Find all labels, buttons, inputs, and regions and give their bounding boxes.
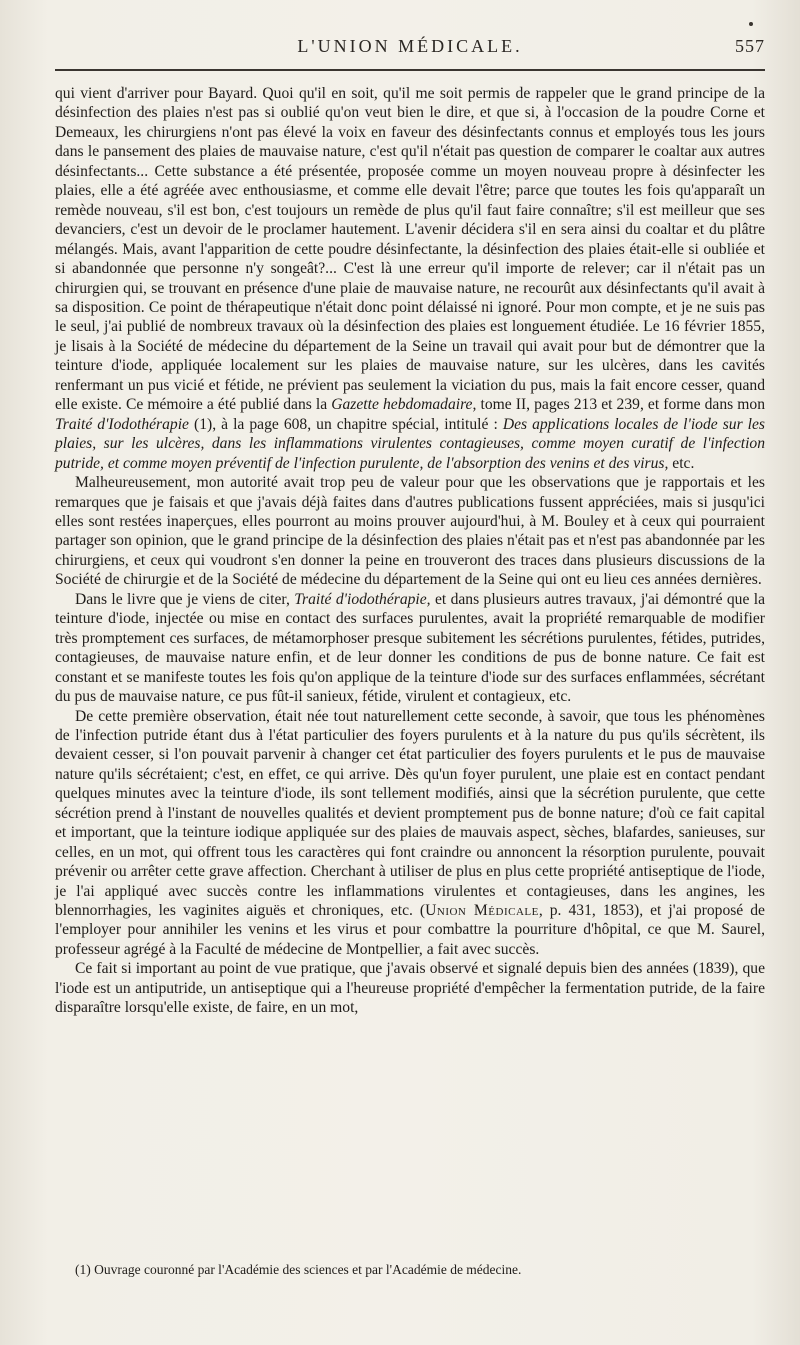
paragraph-3-text-a: Dans le livre que je viens de citer, [75,590,295,608]
article-body [55,84,765,1018]
ink-speck [749,22,753,26]
paragraph-1-text-b: tome II, pages 213 et 239, et forme dans mon [476,396,765,414]
chapter-title: Des applications locales de l'iode sur les plaies, sur les ulcères, dans les inflammations virulentes contagieuses, comme moyen curatif de l'infection putride, et comme moyen préventif de l'infection purulente, de l'absorption des venins et des virus, [55,415,765,472]
page-number: 557 [735,36,765,56]
paragraph-3-text-b: et dans plusieurs autres travaux, j'ai démontré que la teinture d'iode, injectée ou mise en contact des surfaces purulentes, avait la propriété remarquable de modifier très promptement ces surfaces, de métamorphoser presque subitement les sécrétions purulentes, fétides, putrides, contagieuses, de mauvaise nature enfin, et de leur donner les conditions de pus de bonne nature. Ce fait est constant et se manifeste toutes les fois qu'on applique de la teinture d'iode sur des surfaces enflammées, sécrétant du pus de mauvaise nature, ce pus fût-il sanieux, fétide, virulent et contagieux, etc. [55,590,765,706]
header-rule [55,69,765,71]
journal-title: L'UNION MÉDICALE. [297,36,523,56]
footnote: (1) Ouvrage couronné par l'Académie des sciences et par l'Académie de médecine. [75,1262,522,1277]
gazette-title: Gazette hebdomadaire, [331,396,477,414]
paragraph-4-text-b: , p. 431, 1853), et j'ai proposé de l'employer pour annihiler les venins et les virus et pour combattre la pourriture d'hôpital, ce que M. Saurel, professeur agrégé à la Faculté de médecine de Montpellier, a fait avec succès. [55,902,765,958]
paragraph-1-text-c: (1), à la page 608, un chapitre spécial, intitulé : [188,415,503,433]
paragraph-5: Ce fait si important au point de vue pratique, que j'avais observé et signalé depuis bien des années (1839), que l'iode est un antiputride, un antiseptique qui a l'heureuse propriété d'empêcher la fermentation putride, de la faire disparaître lorsqu'elle existe, de faire, en un mot, [55,960,765,1017]
paragraph-2: Malheureusement, mon autorité avait trop peu de valeur pour que les observations que je rapportais et les remarques que je faisais et que j'avais déjà faites dans d'autres publications fussent appréciées, mais si jusqu'ici elles sont restées inaperçues, elles pourront au moins prouver aujourd'hui, à M. Bouley et à ceux qui pourraient partager son opinion, que le grand principe de la désinfection des plaies n'était pas et n'est pas abandonnée par les chirurgiens, et ceux qui voudront s'en donner la peine en trouveront des traces dans plusieurs discussions de la Société de chirurgie et de la Société de médecine du département de la Seine qui ont eu lieu ces années dernières. [55,474,765,589]
paragraph-1-text-d: etc. [668,454,695,472]
book-title-reference: Traité d'iodothérapie, [294,590,431,608]
journal-citation: Union Médicale [425,902,539,920]
running-head [55,36,765,62]
paragraph-1-text-a: qui vient d'arriver pour Bayard. Quoi qu'il en soit, qu'il me soit permis de rappeler que le grand principe de la désinfection des plaies n'est pas si oublié qu'on veut bien le dire, et que si, à l'occasion de la poudre Corne et Demeaux, les chirurgiens n'ont pas élevé la voix en faveur des désinfectants connus et employés tous les jours dans le pansement des plaies de mauvaise nature, c'est qu'il n'était pas question de comparer le coaltar aux autres désinfectants... Cette substance a été présentée, proposée comme un moyen nouveau propre à désinfecter les plaies, elle a été agréée avec enthousiasme, et comme elle devait l'être; parce que toutes les fois qu'apparaît un remède nouveau, s'il est bon, c'est toujours un remède de plus qu'il faut faire connaître; s'il est meilleur que ses devanciers, c'est un devoir de le proclamer hautement. L'avenir décidera s'il en sera ainsi du coaltar et du plâtre mélangés. Mais, avant l'apparition de cette poudre désinfectante, la désinfection des plaies était-elle si oubliée et si abandonnée que personne n'y songeât?... C'est là une erreur qu'il importe de relever; car il n'était pas un chirurgien qui, se trouvant en présence d'une plaie de mauvaise nature, ne recourût aux désinfectants qu'il avait à sa disposition. Ce point de thérapeutique n'était donc point délaissé ni ignoré. Pour mon compte, et je ne suis pas le seul, j'ai publié de nombreux travaux où la désinfection des plaies est longuement étudiée. Le 16 février 1855, je lisais à la Société de médecine du département de la Seine un travail qui avait pour but de démontrer que la teinture d'iode, appliquée localement sur les plaies de mauvaise nature, sur les ulcères, dans les cavités renfermant un pus vicié et fétide, ne prévient pas seulement la viciation du pus, mais la fait encore cesser, quand elle existe. Ce mémoire a été publié dans la [55,85,765,414]
paragraph-1 [55,84,765,473]
paragraph-4-text-a: De cette première observation, était née tout naturellement cette seconde, à savoir, que tous les phénomènes de l'infection putride étant dus à l'état particulier des foyers purulents et à la nature du pus qu'ils sécrètent, ils devaient cesser, si l'on pouvait parvenir à changer cet état particulier des foyers purulents et le pus de mauvaise nature qu'ils sécrétaient; c'est, en effet, ce qui arrive. Dès qu'un foyer purulent, une plaie est en contact pendant quelques minutes avec la teinture d'iode, ils sont tellement modifiés, ainsi que la sécrétion purulente, que cette sécrétion prend à l'instant de nouvelles qualités et devient promptement pus de bonne nature; d'où ce fait capital et important, que la teinture iodique appliquée sur des plaies de mauvais aspect, sèches, blafardes, sanieuses, sur celles, en un mot, qui offrent tous les caractères qui font craindre ou annoncent la résorption purulente, pouvait prévenir ou arrêter cette grave affection. Cherchant à utiliser de plus en plus cette propriété antiseptique de l'iode, je l'ai appliqué avec succès contre les inflammations virulentes et contagieuses, dans les angines, les blennorrhagies, les vaginites aiguës et chroniques, etc. ( [55,707,765,920]
paragraph-3 [55,590,765,707]
book-title: Traité d'Iodothérapie [55,415,189,433]
paragraph-4 [55,707,765,960]
